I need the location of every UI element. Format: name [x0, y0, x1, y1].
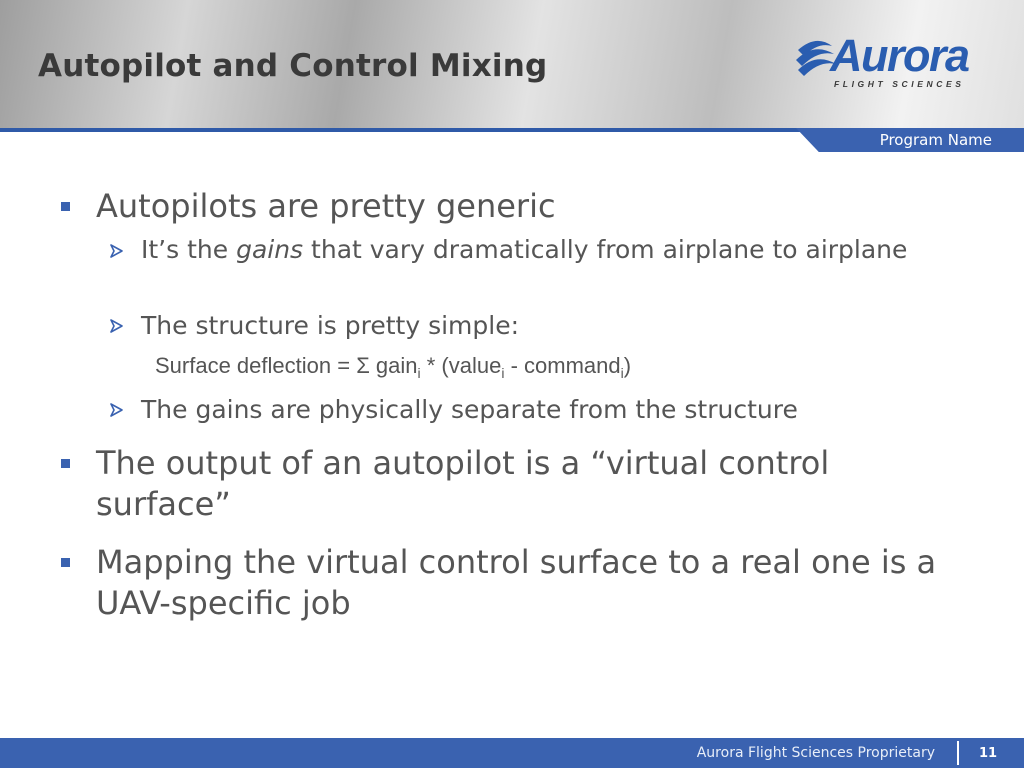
- formula-subscript: i: [620, 365, 624, 381]
- arrow-bullet-icon: [110, 319, 123, 333]
- formula-close: ): [623, 353, 632, 378]
- program-name: Program Name: [879, 131, 992, 149]
- sub-bullet-emphasis: gains: [236, 235, 304, 264]
- arrow-bullet-icon: [110, 403, 123, 417]
- formula-subscript: i: [501, 365, 505, 381]
- arrow-bullet-icon: [110, 244, 123, 258]
- square-bullet-icon: [61, 459, 70, 468]
- formula-gain: gain: [375, 353, 418, 378]
- formula: [155, 353, 631, 379]
- logo-wordmark: Aurora: [830, 30, 969, 81]
- sub-bullet-text: [141, 233, 941, 267]
- logo-tagline: FLIGHT SCIENCES: [834, 79, 965, 89]
- bullet-text: Autopilots are pretty generic: [96, 187, 556, 225]
- formula-command: - command: [504, 353, 621, 378]
- bullet-text: Mapping the virtual control surface to a real one is a UAV-specific job: [96, 543, 937, 622]
- footer-proprietary: Aurora Flight Sciences Proprietary: [696, 745, 935, 761]
- aurora-logo: [794, 30, 999, 94]
- formula-subscript: i: [417, 365, 421, 381]
- formula-lhs: Surface deflection =: [155, 353, 357, 378]
- footer-divider: [957, 741, 959, 765]
- formula-value: * (value: [420, 353, 502, 378]
- page-number: 11: [979, 746, 998, 761]
- sub-bullet-before: It’s the: [141, 235, 237, 264]
- sigma-symbol: Σ: [356, 353, 370, 378]
- sub-bullet-text: The structure is pretty simple:: [141, 311, 520, 340]
- slide-title: Autopilot and Control Mixing: [38, 48, 548, 84]
- bullet-text: The output of an autopilot is a “virtual control surface”: [96, 444, 830, 523]
- square-bullet-icon: [61, 558, 70, 567]
- sub-bullet-after: that vary dramatically from airplane to airplane: [303, 235, 908, 264]
- slide-header: [0, 0, 1024, 128]
- sub-bullet-text: The gains are physically separate from the structure: [141, 395, 798, 424]
- square-bullet-icon: [61, 202, 70, 211]
